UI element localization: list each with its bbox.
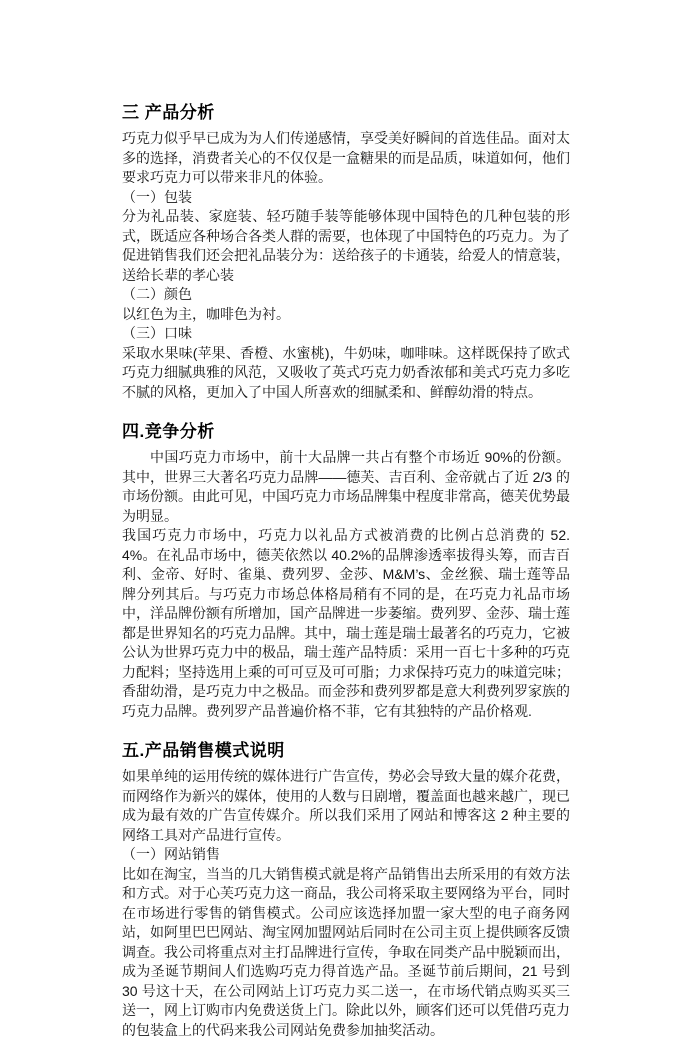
heading-sales-model: 五.产品销售模式说明 bbox=[122, 741, 570, 761]
subheading-website-sales: （一）网站销售 bbox=[122, 845, 570, 865]
subheading-packaging: （一）包装 bbox=[122, 188, 570, 208]
paragraph-packaging: 分为礼品装、家庭装、轻巧随手装等能够体现中国特色的几种包装的形式，既适应各种场合各类人群的需要，也体现了中国特色的巧克力。为了促进销售我们还会把礼品装分为：送给孩子的卡通装，给爱人的情意装， 送给长辈的孝心装 bbox=[122, 207, 570, 285]
paragraph-website-sales: 比如在淘宝，当当的几大销售模式就是将产品销售出去所采用的有效方法和方式。对于心芙巧克力这一商品，我公司将采取主要网络为平台，同时在市场进行零售的销售模式。公司应该选择加盟一家大型的电子商务网站，如阿里巴巴网站、淘宝网加盟网站后同时在公司主页上提供顾客反馈调查。我公司将重点对主打品牌进行宣传，争取在同类产品中脱颖而出，成为圣诞节期间人们选购巧克力得首选产品。圣诞节前后期间，21 号到 30 号这十天，在公司网站上订巧克力买二送一，在市场代销点购买买三送一，网上订购市内免费送货上门。除此以外，顾客们还可以凭借巧克力的包装盒上的代码来我公司网站免费参加抽奖活动。 bbox=[122, 865, 570, 1040]
section-competition-analysis bbox=[122, 422, 570, 721]
subheading-color: （二）颜色 bbox=[122, 285, 570, 305]
paragraph-product-intro: 巧克力似乎早已成为为人们传递感情，享受美好瞬间的首选佳品。面对太多的选择，消费者关心的不仅仅是一盒糖果的而是品质，味道如何，他们要求巧克力可以带来非凡的体验。 bbox=[122, 129, 570, 188]
paragraph-market-share: 中国巧克力市场中，前十大品牌一共占有整个市场近 90%的份额。其中，世界三大著名巧克力品牌——德芙、吉百利、金帝就占了近 2/3 的市场份额。由此可见，中国巧克力市场品牌集中程度非常高，德芙优势最为明显。 bbox=[122, 448, 570, 526]
section-sales-model bbox=[122, 741, 570, 1040]
paragraph-flavor: 采取水果味(苹果、香橙、水蜜桃)，牛奶味，咖啡味。这样既保持了欧式巧克力细腻典雅的风范，又吸收了英式巧克力奶香浓郁和美式巧克力多吃不腻的风格，更加入了中国人所喜欢的细腻柔和、鲜醇幼滑的特点。 bbox=[122, 344, 570, 403]
paragraph-color: 以红色为主，咖啡色为衬。 bbox=[122, 305, 570, 325]
paragraph-gift-market: 我国巧克力市场中，巧克力以礼品方式被消费的比例占总消费的 52.4%。在礼品市场中，德芙依然以 40.2%的品牌渗透率拔得头筹，而吉百利、金帝、好时、雀巢、费列罗、金莎、M&M’s、金丝猴、瑞士莲等品牌分列其后。与巧克力市场总体格局稍有不同的是，在巧克力礼品市场中，洋品牌份额有所增加，国产品牌进一步萎缩。费列罗、金莎、瑞士莲都是世界知名的巧克力品牌。其中，瑞士莲是瑞士最著名的巧克力，它被公认为世界巧克力中的极品，瑞士莲产品特质：采用一百七十多种的巧克力配料；坚持选用上乘的可可豆及可可脂；力求保持巧克力的味道完味；香甜幼滑，是巧克力中之极品。而金莎和费列罗都是意大利费列罗家族的巧克力品牌。费列罗产品普遍价格不菲，它有其独特的产品价格观. bbox=[122, 526, 570, 721]
heading-competition-analysis: 四.竞争分析 bbox=[122, 422, 570, 442]
subheading-flavor: （三）口味 bbox=[122, 324, 570, 344]
section-product-analysis bbox=[122, 103, 570, 402]
paragraph-advertising-media: 如果单纯的运用传统的媒体进行广告宣传，势必会导致大量的媒介花费，而网络作为新兴的媒体，使用的人数与日剧增，覆盖面也越来越广，现已成为最有效的广告宣传媒介。所以我们采用了网站和博客这 2 种主要的网络工具对产品进行宣传。 bbox=[122, 767, 570, 845]
heading-product-analysis: 三 产品分析 bbox=[122, 103, 570, 123]
